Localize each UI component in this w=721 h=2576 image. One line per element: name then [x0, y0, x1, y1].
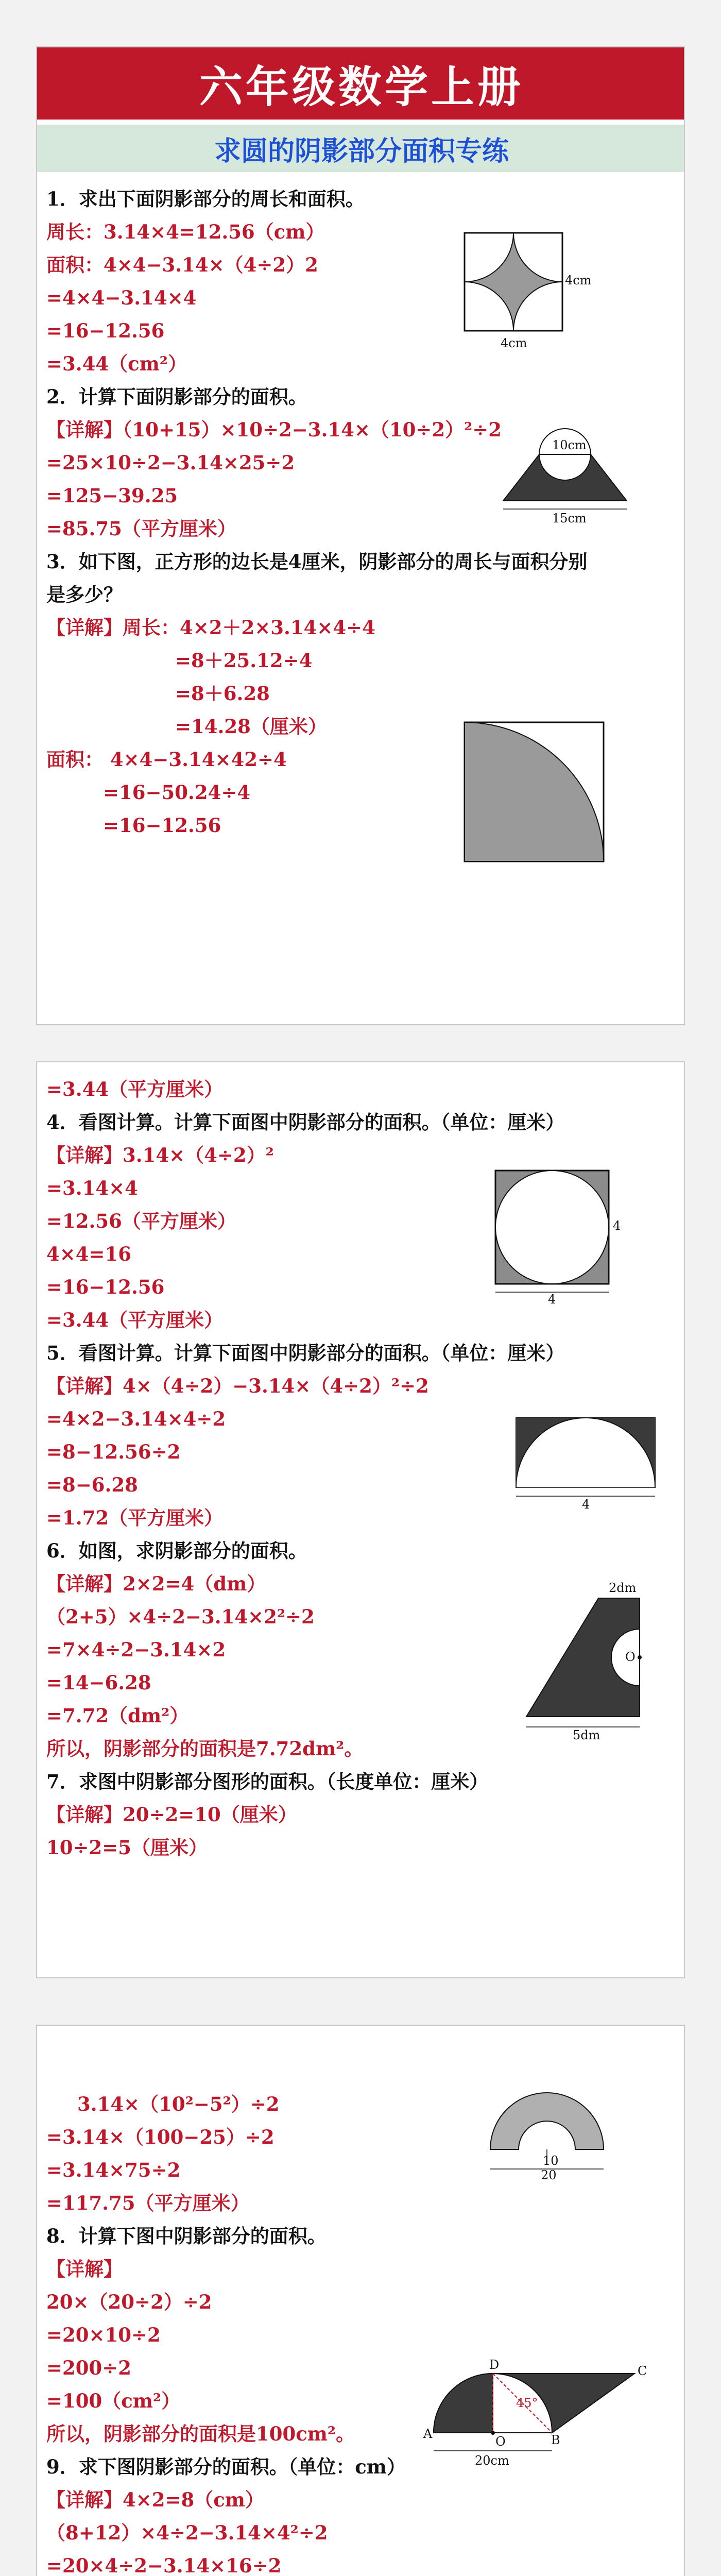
page-3: [36, 2025, 685, 2576]
question-line: 1．求出下面阴影部分的周长和面积。: [46, 188, 365, 210]
fig8-point-b: B: [551, 2433, 560, 2447]
answer-line: =3.44（平方厘米）: [46, 1309, 224, 1331]
fig4-side-label: 4: [613, 1218, 621, 1233]
answer-line: =16−12.56: [103, 814, 221, 837]
answer-line: 3.14×（10²−5²）÷2: [77, 2093, 280, 2115]
answer-line: =117.75（平方厘米）: [46, 2192, 250, 2214]
question-line: 7．求图中阴影部分图形的面积。（长度单位：厘米）: [46, 1770, 489, 1793]
fig8-angle: 45°: [516, 2396, 538, 2410]
fig6-center-label: O: [625, 1650, 636, 1664]
fig8-point-c: C: [638, 2364, 647, 2378]
page-1: [36, 46, 685, 1025]
answer-line: 所以，阴影部分的面积是100cm²。: [46, 2422, 355, 2445]
answer-line: =20×10÷2: [46, 2324, 161, 2346]
answer-line: =3.14×75÷2: [46, 2159, 181, 2181]
page-2: [36, 1061, 685, 1978]
fig8-bottom-label: 20cm: [475, 2453, 509, 2468]
question-line: 5．看图计算。计算下面图中阴影部分的面积。（单位：厘米）: [46, 1342, 565, 1364]
answer-line: 【详解】4×2=8（cm）: [46, 2488, 264, 2511]
answer-line: =100（cm²）: [46, 2389, 181, 2412]
fig8-point-o: O: [495, 2434, 506, 2449]
page-title: 六年级数学上册: [37, 47, 685, 120]
figure-5-rect-semicircle: [511, 1413, 671, 1511]
answer-line: =3.44（平方厘米）: [46, 1078, 224, 1100]
question-line: 8．计算下图中阴影部分的面积。: [46, 2225, 327, 2247]
fig2-top-label: 10cm: [552, 438, 587, 452]
answer-line: =14.28（厘米）: [175, 715, 327, 738]
answer-line: 所以，阴影部分的面积是7.72dm²。: [46, 1737, 364, 1760]
answer-line: 【详解】: [46, 2258, 123, 2280]
answer-line: =8＋6.28: [175, 682, 270, 705]
answer-line: =4×2−3.14×4÷2: [46, 1408, 226, 1430]
answer-line: =200÷2: [46, 2357, 131, 2379]
figure-7-semi-annulus: [480, 2077, 624, 2180]
fig7-dim1: 10: [543, 2154, 559, 2168]
answer-line: 面积：4×4−3.14×（4÷2）2: [46, 253, 318, 276]
answer-line: =16−12.56: [46, 1276, 165, 1298]
answer-line: =8−12.56÷2: [46, 1440, 181, 1463]
figure-9-hatched: [490, 2567, 655, 2576]
figure-6-trapezoid: [511, 1578, 671, 1742]
answer-line: 【详解】3.14×（4÷2）²: [46, 1144, 274, 1166]
answer-line: =3.14×（100−25）÷2: [46, 2126, 274, 2148]
answer-line: 【详解】（10+15）×10÷2−3.14×（10÷2）²÷2: [46, 418, 502, 441]
fig5-bottom-label: 4: [582, 1497, 590, 1511]
fig8-point-a: A: [423, 2427, 433, 2441]
fig6-bottom-label: 5dm: [573, 1728, 600, 1742]
figure-8-abcd: [413, 2340, 660, 2469]
answer-line: =7.72（dm²）: [46, 1704, 189, 1727]
answer-line: 面积： 4×4−3.14×42÷4: [46, 748, 287, 771]
fig2-bottom-label: 15cm: [552, 511, 587, 526]
answer-line: 【详解】4×（4÷2）−3.14×（4÷2）²÷2: [46, 1375, 429, 1397]
figure-1-square-star: [459, 228, 593, 357]
figure-4-square-circle: [490, 1165, 629, 1304]
answer-line: =25×10÷2−3.14×25÷2: [46, 451, 295, 474]
answer-line: =16−50.24÷4: [103, 781, 251, 804]
figure-3-quarter-circle: [459, 717, 609, 867]
question-line: 4．看图计算。计算下面图中阴影部分的面积。（单位：厘米）: [46, 1111, 565, 1133]
question-line: 3．如下图，正方形的边长是4厘米，阴影部分的周长与面积分别: [46, 550, 588, 573]
fig7-dim2: 20: [541, 2168, 557, 2180]
answer-line: 4×4=16: [46, 1243, 131, 1265]
question-line: 9．求下图阴影部分的面积。（单位：cm）: [46, 2455, 406, 2478]
answer-line: =8＋25.12÷4: [175, 649, 313, 672]
answer-line: 20×（20÷2）÷2: [46, 2291, 212, 2313]
answer-line: =8−6.28: [46, 1473, 138, 1496]
question-line: 2．计算下面阴影部分的面积。: [46, 385, 307, 408]
fig1-bottom-label: 4cm: [501, 336, 527, 350]
answer-line: =1.72（平方厘米）: [46, 1506, 224, 1529]
answer-line: 周长：3.14×4=12.56（cm）: [46, 221, 325, 243]
answer-line: =7×4÷2−3.14×2: [46, 1638, 226, 1661]
answer-line: =85.75（平方厘米）: [46, 517, 236, 540]
answer-line: =3.44（cm²）: [46, 352, 187, 375]
answer-line: =16−12.56: [46, 319, 165, 342]
answer-line: =14−6.28: [46, 1671, 151, 1694]
fig8-point-d: D: [489, 2358, 500, 2372]
page-subtitle: 求圆的阴影部分面积专练: [37, 125, 685, 172]
answer-line: =20×4÷2−3.14×16÷2: [46, 2554, 282, 2576]
fig4-bottom-label: 4: [548, 1292, 556, 1304]
answer-line: =4×4−3.14×4: [46, 286, 197, 309]
answer-line: 【详解】周长：4×2＋2×3.14×4÷4: [46, 616, 375, 639]
answer-line: =3.14×4: [46, 1177, 138, 1199]
fig1-side-label: 4cm: [565, 273, 592, 287]
answer-line: 【详解】2×2=4（dm）: [46, 1572, 266, 1595]
answer-line: 【详解】20÷2=10（厘米）: [46, 1803, 297, 1826]
question-line: 是多少？: [46, 583, 123, 606]
answer-line: （2+5）×4÷2−3.14×2²÷2: [46, 1605, 315, 1628]
answer-line: （8+12）×4÷2−3.14×4²÷2: [46, 2521, 328, 2544]
question-line: 6．如图，求阴影部分的面积。: [46, 1539, 307, 1562]
answer-line: =12.56（平方厘米）: [46, 1210, 236, 1232]
fig6-top-label: 2dm: [609, 1581, 637, 1595]
figure-2-trapezoid: [480, 408, 650, 527]
answer-line: 10÷2=5（厘米）: [46, 1836, 208, 1859]
answer-line: =125−39.25: [46, 484, 178, 507]
